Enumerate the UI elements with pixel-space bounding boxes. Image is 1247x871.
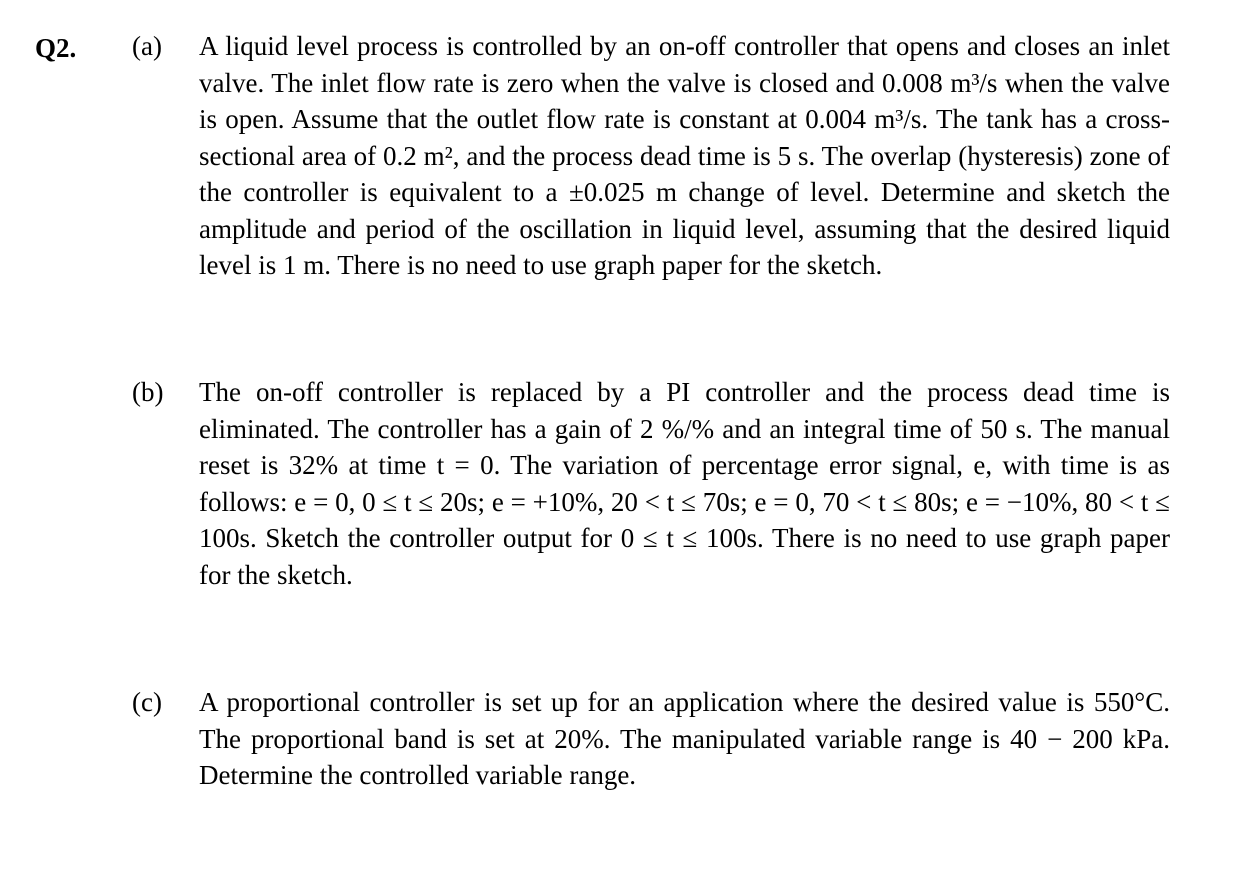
question-number: Q2. [35, 33, 77, 63]
part-label: (c) [132, 687, 162, 717]
part-text: The on-off controller is replaced by a PI controller and the process dead time is eliminated. The controller has a gain of 2 %/% and an integral time of 50 s. The manual reset is 32% at time t = 0. The variation of percentage error signal, e, with time is as follows: e = 0, 0 ≤ t ≤ 20s; e = +10%, 20 < t ≤ 70s; e = 0, 70 < t ≤ 80s; e = −10%, 80 < t ≤ 100s. Sketch the controller output for 0 ≤ t ≤ 100s. There is no need to use graph paper for the sketch. [199, 377, 1170, 590]
part-label: (b) [132, 377, 164, 407]
part-label: (a) [132, 31, 162, 61]
part-text: A liquid level process is controlled by an on-off controller that opens and closes an inlet valve. The inlet flow rate is zero when the valve is closed and 0.008 m³/s when the valve is open. Assume that the outlet flow rate is constant at 0.004 m³/s. The tank has a cross-sectional area of 0.2 m², and the process dead time is 5 s. The overlap (hysteresis) zone of the controller is equivalent to a ±0.025 m change of level. Determine and sketch the amplitude and period of the oscillation in liquid level, assuming that the desired liquid level is 1 m. There is no need to use graph paper for the sketch. [199, 31, 1170, 280]
part-text: A proportional controller is set up for an application where the desired value is 550°C. The proportional band is set at 20%. The manipulated variable range is 40 − 200 kPa. Determine the controlled variable range. [199, 687, 1170, 790]
